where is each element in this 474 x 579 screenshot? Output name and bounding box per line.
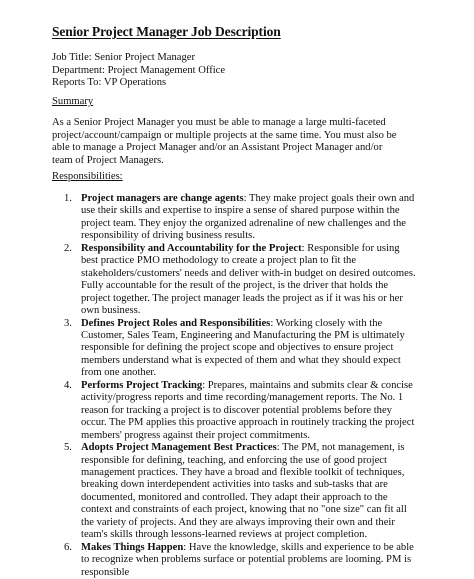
responsibility-title: Performs Project Tracking	[81, 379, 203, 391]
responsibility-item	[52, 442, 418, 542]
responsibility-item	[52, 243, 418, 318]
summary-heading: Summary	[52, 96, 94, 107]
job-title-line: Job Title: Senior Project Manager	[52, 52, 196, 63]
department-line: Department: Project Management Office	[52, 64, 226, 76]
responsibility-title: Responsibility and Accountability for the Project	[81, 242, 302, 254]
responsibility-number: 5.	[64, 442, 72, 454]
responsibility-text: : Have the knowledge, skills and experience to be able to recognize when problems surface or potential problems are looming. PM is responsible	[81, 541, 414, 578]
responsibilities-list	[52, 193, 418, 579]
responsibility-text: : The PM, not management, is responsible for defining, teaching, and enforcing the use of good project management practices. They have a broad and flexible toolkit of techniques, breaking down interdependent activities into tasks and sub-tasks that are documented, monitored and controlled. They adapt their approach to the context and constraints of each project, knowing that no "one size" can fit all the variety of projects. And they are always improving their own and their team's skills through lessons-learned reviews at project completion.	[81, 442, 407, 541]
responsibility-text: : Working closely with the Customer, Sales Team, Engineering and Manufacturing the PM is ultimately responsible for defining the project scope and objectives to ensure project members understand what is expected of them and what they should expect from one another.	[81, 317, 405, 379]
responsibility-title: Adopts Project Management Best Practices	[81, 442, 277, 454]
responsibility-number: 4.	[64, 379, 72, 391]
responsibility-title: Project managers are change agents	[81, 193, 244, 204]
responsibility-text: : Responsible for using best practice PMO methodology to create a project plan to fit the stakeholders/customers' needs and deliver with-in budget on desired outcomes. Fully accountable for the result of the project, is the driver that holds the project together. The project manager leads the project as if it was his or her own business.	[81, 242, 416, 317]
responsibility-item	[52, 542, 418, 579]
responsibility-title: Makes Things Happen	[81, 541, 184, 553]
responsibility-text: : Prepares, maintains and submits clear & concise activity/progress reports and time recording/management reports. The No. 1 reason for tracking a project is to discover potential problems before they occur. The PM applies this proactive approach in routinely tracking the project members' progress against their project commitments.	[81, 379, 415, 441]
responsibility-number: 6.	[64, 541, 72, 553]
summary-paragraph: As a Senior Project Manager you must be able to manage a large multi-faceted project/account/campaign or multiple projects at the same time. You must also be able to manage a Project Manager and/or an Assistant Project Manager and/or team of Project Managers.	[52, 117, 397, 166]
responsibilities-heading: Responsibilities:	[52, 171, 123, 182]
responsibility-number: 3.	[64, 317, 72, 329]
responsibility-text: : They make project goals their own and use their skills and expertise to inspire a sense of shared purpose within the project team. They enjoy the organized adrenaline of new challenges and the responsibility of driving business results.	[81, 193, 415, 242]
document-title: Senior Project Manager Job Description	[52, 24, 281, 39]
responsibility-number: 1.	[64, 193, 72, 204]
job-meta	[52, 52, 225, 90]
responsibility-number: 2.	[64, 242, 72, 254]
responsibility-item	[52, 193, 418, 243]
reports-to-line: Reports To: VP Operations	[52, 77, 167, 88]
responsibility-item	[52, 318, 418, 380]
responsibility-title: Defines Project Roles and Responsibilities	[81, 317, 271, 329]
responsibility-item	[52, 380, 418, 442]
